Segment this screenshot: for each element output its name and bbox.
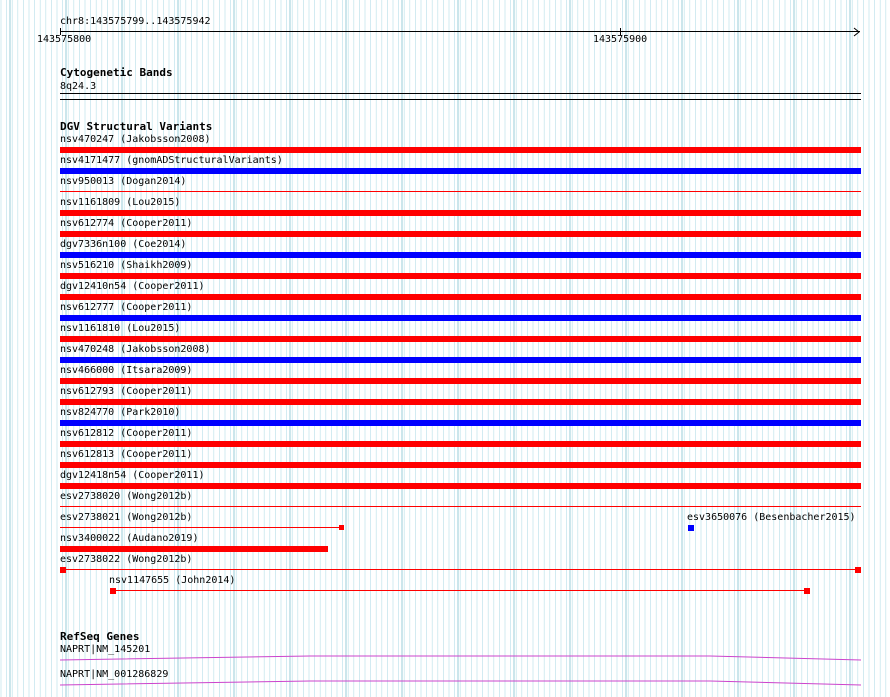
dgv-feature-bar[interactable]	[60, 441, 861, 447]
dgv-feature-label[interactable]: dgv12418n54 (Cooper2011)	[60, 470, 205, 481]
dgv-feature-label[interactable]: dgv7336n100 (Coe2014)	[60, 239, 187, 250]
dgv-feature-label[interactable]: nsv824770 (Park2010)	[60, 407, 181, 418]
cytoband-bar-top[interactable]	[60, 93, 861, 94]
dgv-feature-bar[interactable]	[60, 506, 861, 507]
dgv-feature-label[interactable]: nsv470248 (Jakobsson2008)	[60, 344, 211, 355]
dgv-feature-bar[interactable]	[60, 273, 861, 279]
dgv-feature-bar[interactable]	[60, 168, 861, 174]
dgv-feature-bar[interactable]	[60, 147, 861, 153]
dgv-feature-bar[interactable]	[60, 546, 328, 552]
dgv-feature-label[interactable]: esv2738020 (Wong2012b)	[60, 491, 193, 502]
dgv-feature-label[interactable]: dgv12410n54 (Cooper2011)	[60, 281, 205, 292]
dgv-feature-bar[interactable]	[60, 357, 861, 363]
dgv-feature-label[interactable]: esv2738022 (Wong2012b)	[60, 554, 193, 565]
dgv-feature-end-block[interactable]	[804, 588, 810, 594]
dgv-feature-end-block[interactable]	[855, 567, 861, 573]
dgv-feature-bar[interactable]	[60, 462, 861, 468]
dgv-feature-label[interactable]: nsv516210 (Shaikh2009)	[60, 260, 193, 271]
dgv-feature-end-block[interactable]	[339, 525, 344, 530]
dgv-feature-bar[interactable]	[60, 210, 861, 216]
dgv-feature-label[interactable]: nsv1161810 (Lou2015)	[60, 323, 181, 334]
locus-label: chr8:143575799..143575942	[60, 16, 211, 27]
ruler-tick-label-mid: 143575900	[593, 34, 648, 45]
dgv-feature-end-block[interactable]	[110, 588, 116, 594]
dgv-feature-label[interactable]: nsv612813 (Cooper2011)	[60, 449, 193, 460]
dgv-feature-label[interactable]: nsv470247 (Jakobsson2008)	[60, 134, 211, 145]
dgv-feature-bar[interactable]	[110, 590, 810, 591]
dgv-feature-label[interactable]: nsv950013 (Dogan2014)	[60, 176, 187, 187]
cytoband-label[interactable]: 8q24.3	[60, 81, 97, 92]
dgv-feature-label[interactable]: nsv612777 (Cooper2011)	[60, 302, 193, 313]
dgv-feature-label[interactable]: nsv612774 (Cooper2011)	[60, 218, 193, 229]
ruler-tick-label-left: 143575800	[37, 34, 92, 45]
refseq-gene-label[interactable]: NAPRT|NM_145201	[60, 644, 151, 655]
dgv-feature-label[interactable]: nsv612793 (Cooper2011)	[60, 386, 193, 397]
refseq-track-title: RefSeq Genes	[60, 630, 140, 643]
dgv-feature-bar[interactable]	[60, 315, 861, 321]
dgv-track-title: DGV Structural Variants	[60, 120, 213, 133]
dgv-feature-label[interactable]: nsv466000 (Itsara2009)	[60, 365, 193, 376]
ruler-axis	[60, 31, 860, 32]
dgv-feature-label[interactable]: nsv612812 (Cooper2011)	[60, 428, 193, 439]
dgv-feature-label[interactable]: esv3650076 (Besenbacher2015)	[687, 512, 856, 523]
ruler-arrow-icon	[852, 27, 862, 37]
dgv-feature-bar[interactable]	[60, 336, 861, 342]
dgv-feature-label[interactable]: nsv3400022 (Audano2019)	[60, 533, 199, 544]
dgv-feature-bar[interactable]	[60, 231, 861, 237]
dgv-feature-bar[interactable]	[60, 483, 861, 489]
dgv-feature-end-block[interactable]	[60, 567, 66, 573]
dgv-feature-bar[interactable]	[60, 527, 342, 528]
dgv-feature-label[interactable]: nsv1147655 (John2014)	[109, 575, 236, 586]
dgv-feature-label[interactable]: nsv1161809 (Lou2015)	[60, 197, 181, 208]
refseq-gene-label[interactable]: NAPRT|NM_001286829	[60, 669, 169, 680]
dgv-feature-bar[interactable]	[60, 378, 861, 384]
dgv-feature-bar[interactable]	[60, 191, 861, 192]
dgv-feature-bar[interactable]	[60, 569, 861, 570]
dgv-feature-bar[interactable]	[60, 252, 861, 258]
refseq-gene-intron-line[interactable]	[60, 654, 862, 662]
dgv-feature-bar[interactable]	[60, 294, 861, 300]
dgv-feature-label[interactable]: esv2738021 (Wong2012b)	[60, 512, 193, 523]
dgv-feature-label[interactable]: nsv4171477 (gnomADStructuralVariants)	[60, 155, 283, 166]
cytoband-bar-bottom[interactable]	[60, 99, 861, 100]
cytoband-track-title: Cytogenetic Bands	[60, 66, 173, 79]
dgv-feature-bar[interactable]	[60, 420, 861, 426]
refseq-gene-intron-line[interactable]	[60, 679, 862, 687]
dgv-feature-bar[interactable]	[60, 399, 861, 405]
dgv-feature-point[interactable]	[688, 525, 694, 531]
